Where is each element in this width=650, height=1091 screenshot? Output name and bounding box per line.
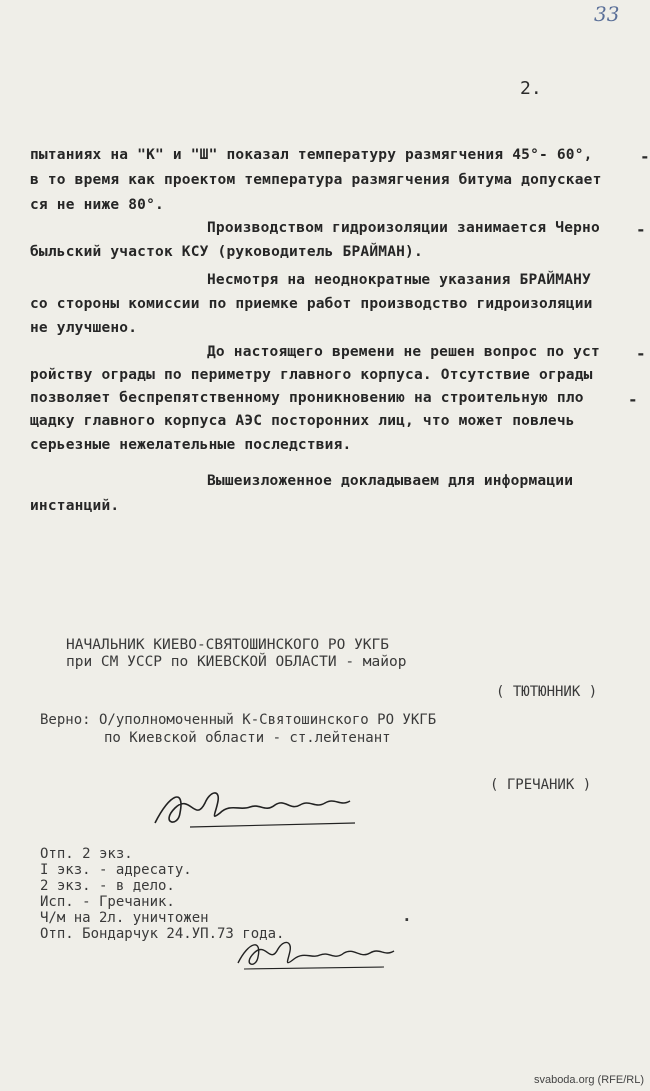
verno-line-1: Верно: О/уполномоченный К-Святошинского РО УКГБ — [40, 712, 437, 728]
hyphen-mark: - — [636, 344, 646, 363]
body-line-15: инстанций. — [30, 498, 120, 514]
body-line-12: щадку главного корпуса АЭС посторонних лиц, что может повлечь — [30, 413, 575, 429]
footer-line-4: Исп. - Гречаник. — [40, 894, 175, 910]
body-line-1: пытаниях на "К" и "Ш" показал температуру размягчения 45°- 60°, — [30, 147, 593, 163]
footer-line-5: Ч/м на 2л. уничтожен — [40, 910, 209, 926]
body-line-9: До настоящего времени не решен вопрос по уст — [207, 344, 600, 360]
footer-line-2: I экз. - адресату. — [40, 862, 192, 878]
dot-mark: . — [402, 906, 412, 925]
body-line-2: в то время как проектом температура размягчения битума допускает — [30, 172, 602, 188]
source-watermark: svaboda.org (RFE/RL) — [533, 1074, 644, 1086]
footer-line-6: Отп. Бондарчук 24.УП.73 года. — [40, 926, 285, 942]
page-number: 2. — [520, 78, 542, 99]
handwritten-signature — [150, 745, 360, 871]
footer-line-3: 2 экз. - в дело. — [40, 878, 175, 894]
body-line-3: ся не ниже 80°. — [30, 197, 164, 213]
body-line-5: быльский участок КСУ (руководитель БРАЙМАН). — [30, 244, 423, 260]
body-line-11: позволяет беспрепятственному проникновению на строительную пло — [30, 390, 584, 406]
body-line-4: Производством гидроизоляции занимается Черно — [207, 220, 600, 236]
body-line-10: ройству ограды по периметру главного корпуса. Отсутствие ограды — [30, 367, 593, 383]
chief-title-line-1: НАЧАЛЬНИК КИЕВО-СВЯТОШИНСКОГО РО УКГБ — [66, 637, 390, 653]
archive-page-number: 33 — [594, 2, 620, 26]
body-line-8: не улучшено. — [30, 320, 138, 336]
hyphen-mark: - — [636, 220, 646, 239]
body-line-6: Несмотря на неоднократные указания БРАЙМАНУ — [207, 272, 591, 288]
body-line-14: Вышеизложенное докладываем для информации — [207, 473, 574, 489]
chief-title-line-2: при СМ УССР по КИЕВСКОЙ ОБЛАСТИ - майор — [66, 654, 407, 670]
body-line-13: серьезные нежелательные последствия. — [30, 437, 352, 453]
verno-line-2: по Киевской области - ст.лейтенант — [104, 730, 391, 746]
verno-name: ( ГРЕЧАНИК ) — [490, 777, 592, 793]
handwritten-signature-small — [234, 895, 404, 1016]
hyphen-mark: - — [628, 390, 638, 409]
footer-line-1: Отп. 2 экз. — [40, 846, 133, 862]
body-line-7: со стороны комиссии по приемке работ производство гидроизоляции — [30, 296, 593, 312]
hyphen-mark: - — [640, 147, 650, 166]
chief-name: ( ТЮТЮННИК ) — [496, 684, 598, 700]
